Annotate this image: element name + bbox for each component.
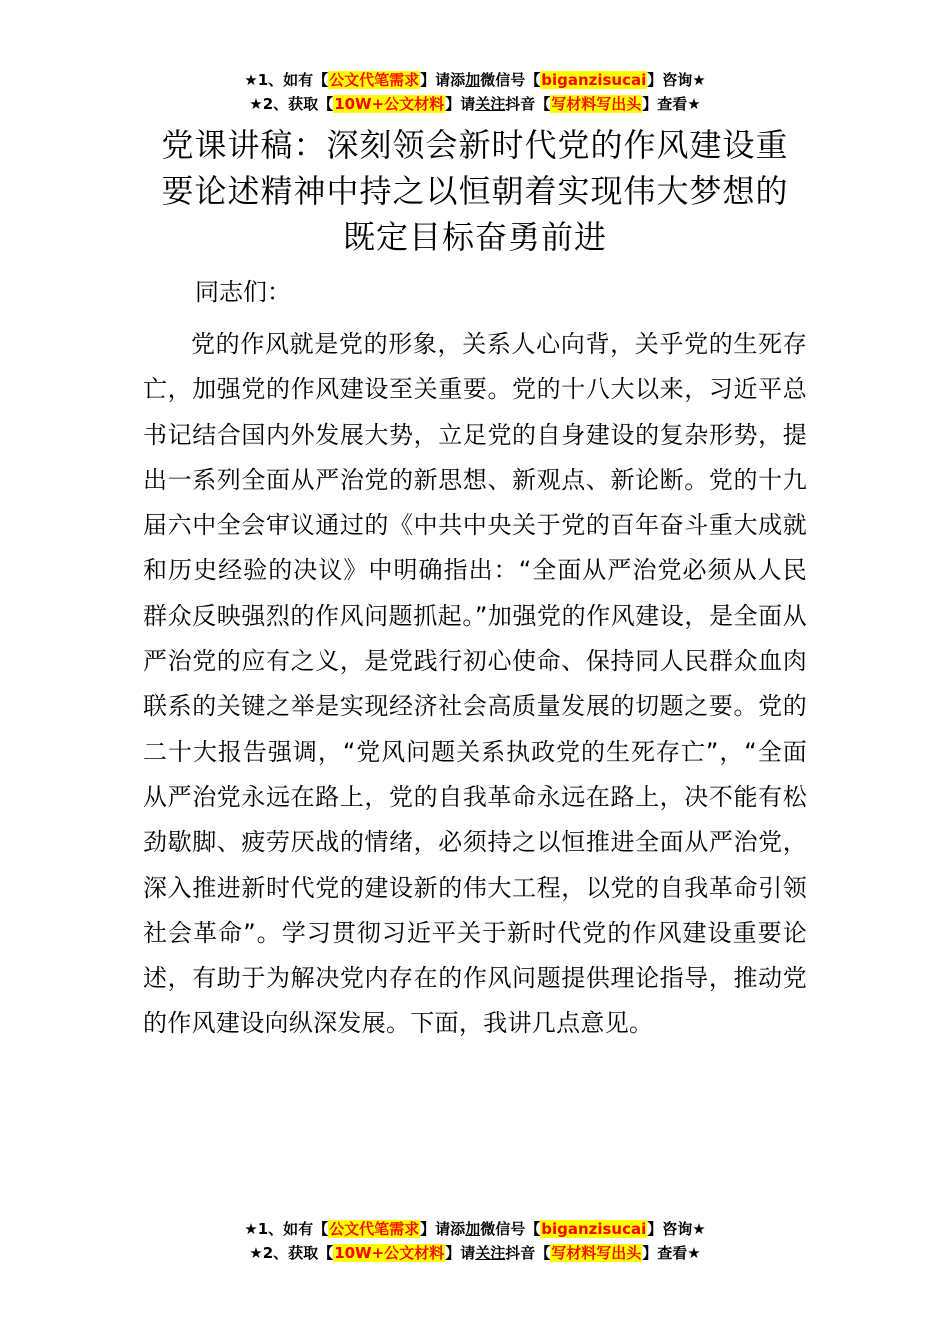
banner-text: 抖音【: [505, 1244, 551, 1262]
banner-line-1: [0, 68, 950, 92]
banner-highlight: 10W+公文材料: [334, 1244, 445, 1262]
document-title: 党课讲稿：深刻领会新时代党的作风建设重要论述精神中持之以恒朝着实现伟大梦想的既定目标奋勇前进: [161, 126, 789, 256]
banner-text: 】请添: [420, 1220, 466, 1238]
banner-text: ★1、如有【: [244, 1220, 329, 1238]
banner-text: 】请: [445, 95, 476, 113]
banner-text: 】查看★: [642, 95, 701, 113]
banner-highlight: 公文代笔需求: [329, 1220, 420, 1238]
banner-text: 微信号【: [480, 1220, 541, 1238]
banner-text: 】咨询★: [647, 1220, 706, 1238]
body-paragraph: 党的作风就是党的形象，关系人心向背，关乎党的生死存亡，加强党的作风建设至关重要。党的十八大以来，习近平总书记结合国内外发展大势，立足党的自身建设的复杂形势，提出一系列全面从严治党的新思想、新观点、新论断。党的十九届六中全会审议通过的《中共中央关于党的百年奋斗重大成就和历史经验的决议》中明确指出：“全面从严治党必须从人民群众反映强烈的作风问题抓起。”加强党的作风建设，是全面从严治党的应有之义，是党践行初心使命、保持同人民群众血肉联系的关键之举是实现经济社会高质量发展的切题之要。党的二十大报告强调，“党风问题关系执政党的生死存亡”，“全面从严治党永远在路上，党的自我革命永远在路上，决不能有松劲歇脚、疲劳厌战的情绪，必须持之以恒推进全面从严治党，深入推进新时代党的建设新的伟大工程，以党的自我革命引领社会革命”。学习贯彻习近平关于新时代党的作风建设重要论述，有助于为解决党内存在的作风问题提供理论指导，推动党的作风建设向纵深发展。下面，我讲几点意见。: [143, 330, 808, 1038]
banner-emphasis: 关注: [475, 95, 506, 113]
banner-emphasis: 关注: [475, 1244, 506, 1262]
banner-text: ★1、如有【: [244, 71, 329, 89]
banner-highlight: 10W+公文材料: [334, 95, 445, 113]
banner-emphasis: 加: [465, 1220, 481, 1238]
banner-text: ★2、获取【: [249, 1244, 334, 1262]
banner-highlight: 写材料写出头: [551, 95, 642, 113]
footer-banner: [0, 1217, 950, 1265]
banner-text: 】查看★: [642, 1244, 701, 1262]
banner-highlight: 公文代笔需求: [329, 71, 420, 89]
banner-highlight: biganzisucai: [541, 71, 647, 89]
banner-text: 】请添: [420, 71, 466, 89]
banner-text: 】咨询★: [647, 71, 706, 89]
banner-text: ★2、获取【: [249, 95, 334, 113]
banner-highlight: 写材料写出头: [551, 1244, 642, 1262]
banner-text: 】请: [445, 1244, 476, 1262]
banner-line-2: [0, 1241, 950, 1265]
banner-highlight: biganzisucai: [541, 1220, 647, 1238]
banner-text: 微信号【: [480, 71, 541, 89]
banner-text: 抖音【: [505, 95, 551, 113]
salutation: 同志们：: [195, 278, 291, 306]
banner-line-1: [0, 1217, 950, 1241]
banner-line-2: [0, 92, 950, 116]
banner-emphasis: 加: [465, 71, 481, 89]
header-banner: [0, 68, 950, 116]
